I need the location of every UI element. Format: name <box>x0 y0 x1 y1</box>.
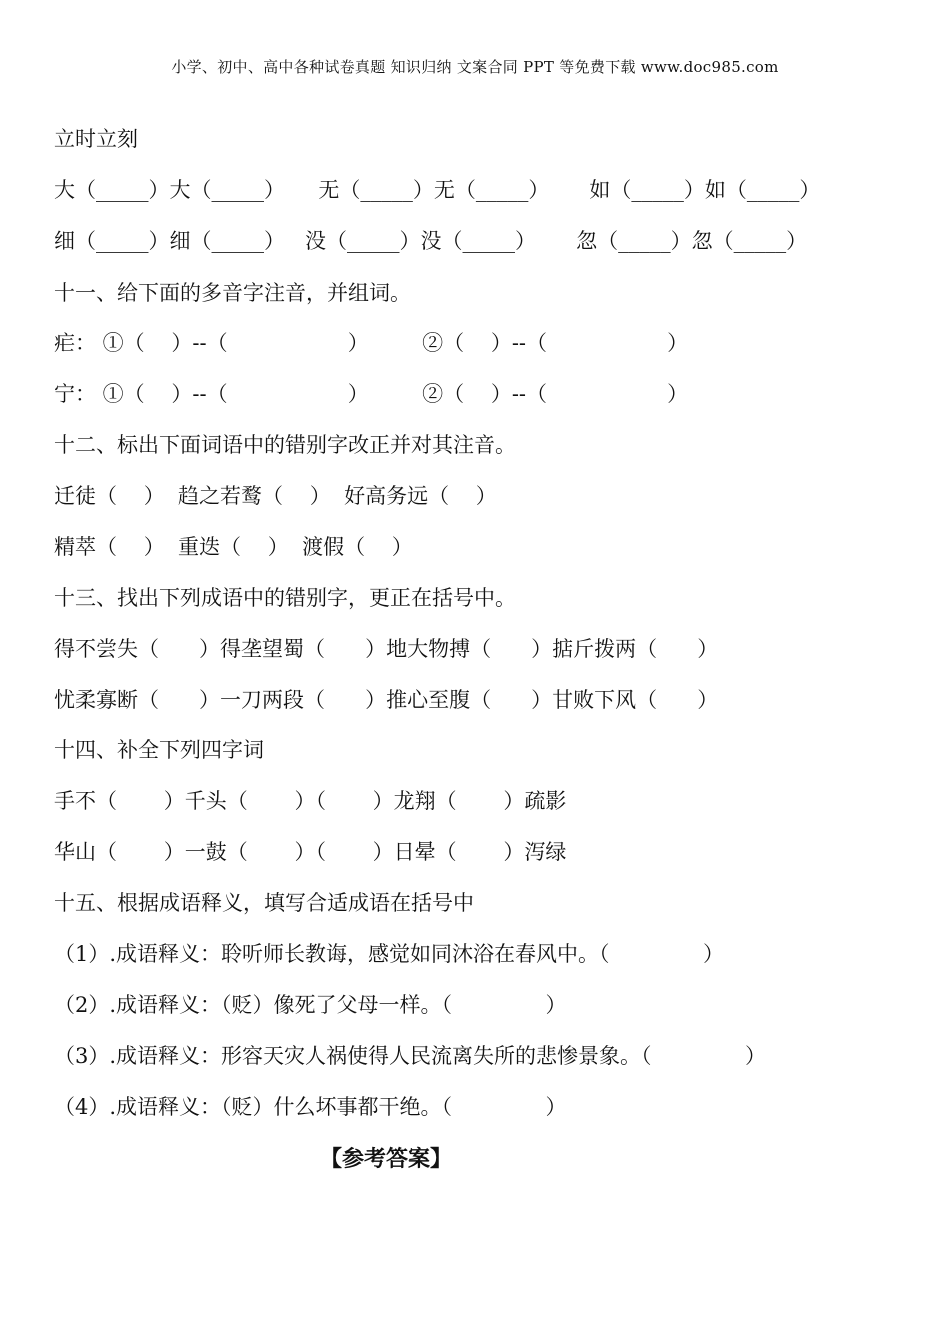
question-row: 疟： ①（ ）--（ ） ②（ ）--（ ） <box>54 331 689 355</box>
question-row: （2）.成语释义：（贬）像死了父母一样。（ ） <box>54 993 567 1017</box>
question-row: （1）.成语释义：聆听师长教诲，感觉如同沐浴在春风中。（ ） <box>54 942 724 966</box>
question-row: 华山（ ）一鼓（ ）（ ）日晕（ ）泻绿 <box>54 840 567 864</box>
question-row: （3）.成语释义：形容天灾人祸使得人民流离失所的悲惨景象。（ ） <box>54 1044 766 1068</box>
question-row: 手不（ ）千头（ ）（ ）龙翔（ ）疏影 <box>54 789 567 813</box>
fill-blank-row: 大（_____）大（_____） 无（_____）无（_____） 如（_____）如（_____） <box>54 178 821 202</box>
question-row: 宁： ①（ ）--（ ） ②（ ）--（ ） <box>54 382 689 406</box>
question-row: 忧柔寡断（ ）一刀两段（ ）推心至腹（ ）甘败下风（ ） <box>54 688 719 712</box>
question-row: （4）.成语释义：（贬）什么坏事都干绝。（ ） <box>54 1095 567 1119</box>
page-header: 小学、初中、高中各种试卷真题 知识归纳 文案合同 PPT 等免费下载 www.doc985.com <box>171 58 779 76</box>
section-heading: 十三、找出下列成语中的错别字，更正在括号中。 <box>54 586 516 610</box>
question-row: 得不尝失（ ）得垄望蜀（ ）地大物搏（ ）掂斤拨两（ ） <box>54 637 719 661</box>
question-row: 精萃（ ） 重迭（ ） 渡假（ ） <box>54 535 413 559</box>
section-heading: 十二、标出下面词语中的错别字改正并对其注音。 <box>54 433 516 457</box>
section-heading: 十五、根据成语释义，填写合适成语在括号中 <box>54 891 474 915</box>
answer-title: 【参考答案】 <box>320 1147 453 1172</box>
section-heading: 十一、给下面的多音字注音，并组词。 <box>54 281 411 305</box>
text-line: 立时立刻 <box>54 127 138 151</box>
section-heading: 十四、补全下列四字词 <box>54 738 264 762</box>
question-row: 迁徒（ ） 趋之若鹜（ ） 好高务远（ ） <box>54 484 497 508</box>
fill-blank-row: 细（_____）细（_____） 没（_____）没（_____） 忽（_____）忽（_____） <box>54 229 808 253</box>
